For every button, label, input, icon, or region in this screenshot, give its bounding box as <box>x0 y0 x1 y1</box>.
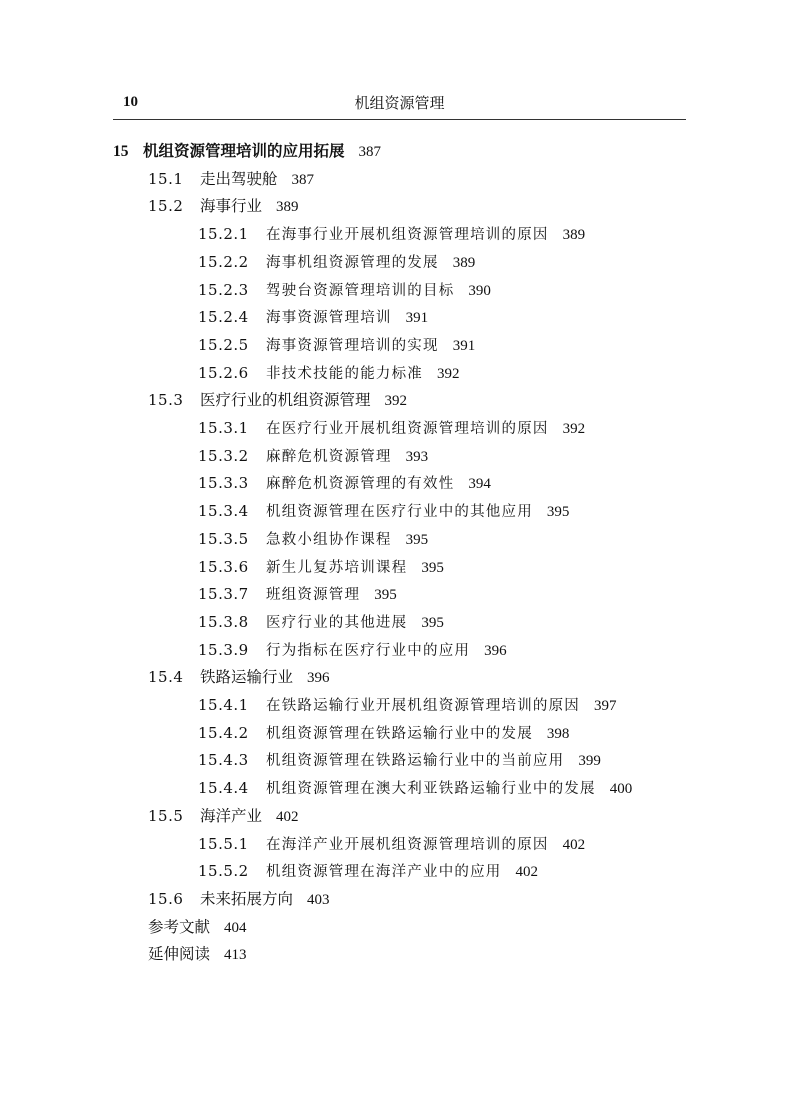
toc-entry <box>148 194 299 218</box>
toc-entry-title: 延伸阅读 <box>148 945 211 963</box>
toc-entry-number: 15.4.4 <box>198 779 249 797</box>
toc-entry-number: 15 <box>113 143 129 160</box>
toc-entry-page: 402 <box>276 809 299 825</box>
toc-entry-page: 392 <box>437 366 460 382</box>
toc-entry-number: 15.3.3 <box>198 474 249 492</box>
toc-entry-number: 15.6 <box>148 890 184 908</box>
toc-entry-number: 15.5 <box>148 807 184 825</box>
toc-entry <box>198 776 632 800</box>
toc-entry <box>148 167 314 191</box>
toc-entry-page: 398 <box>546 726 570 742</box>
toc-entry <box>198 832 585 856</box>
toc-entry-title: 非技术技能的能力标准 <box>266 366 423 382</box>
toc-entry-number: 15.3.6 <box>198 558 249 576</box>
toc-entry-number: 15.5.1 <box>198 835 249 853</box>
toc-entry-page: 400 <box>609 781 633 797</box>
toc-entry-title: 在医疗行业开展机组资源管理培训的原因 <box>266 421 549 437</box>
toc-entry-title: 机组资源管理在铁路运输行业中的发展 <box>266 726 533 742</box>
toc-entry-title: 驾驶台资源管理培训的目标 <box>266 283 455 299</box>
toc-entry-page: 394 <box>468 476 491 492</box>
toc-entry-title: 在海事行业开展机组资源管理培训的原因 <box>266 227 549 243</box>
toc-entry-title: 参考文献 <box>148 918 211 936</box>
toc-entry-number: 15.4.1 <box>198 696 249 714</box>
toc-entry <box>198 693 617 717</box>
toc-entry-page: 392 <box>562 421 586 437</box>
toc-entry-title: 海洋产业 <box>200 807 263 825</box>
toc-entry-title: 铁路运输行业 <box>200 668 294 686</box>
page-header <box>113 92 686 118</box>
toc-entry-title: 机组资源管理在海洋产业中的应用 <box>266 864 502 880</box>
toc-entry-page: 387 <box>358 144 382 160</box>
page-number: 10 <box>123 94 138 110</box>
toc-entry <box>198 471 491 495</box>
toc-entry-title: 机组资源管理在医疗行业中的其他应用 <box>266 504 533 520</box>
toc-entry-title: 海事资源管理培训 <box>266 310 392 326</box>
toc-entry <box>198 250 475 274</box>
toc-entry-page: 399 <box>578 753 601 769</box>
toc-entry <box>148 388 407 412</box>
toc-entry-page: 395 <box>421 560 444 576</box>
toc-entry <box>113 139 381 163</box>
toc-entry-number: 15.2.6 <box>198 364 249 382</box>
toc-entry-title: 海事资源管理培训的实现 <box>266 338 439 354</box>
toc-entry-page: 397 <box>594 698 617 714</box>
toc-entry-title: 行为指标在医疗行业中的应用 <box>266 643 471 659</box>
toc-entry-page: 395 <box>546 504 570 520</box>
toc-entry-number: 15.3.8 <box>198 613 249 631</box>
toc-entry-title: 海事行业 <box>200 197 263 215</box>
toc-entry-number: 15.2.5 <box>198 336 249 354</box>
toc-entry-page: 396 <box>307 670 330 686</box>
toc-entry-title: 医疗行业的机组资源管理 <box>200 391 371 409</box>
toc-entry-number: 15.2 <box>148 197 184 215</box>
toc-entry-page: 395 <box>405 532 429 548</box>
toc-entry <box>198 527 428 551</box>
toc-entry-title: 在铁路运输行业开展机组资源管理培训的原因 <box>266 698 580 714</box>
toc-entry <box>198 555 444 579</box>
toc-entry-number: 15.3.7 <box>198 585 249 603</box>
toc-entry <box>198 361 460 385</box>
toc-entry <box>198 610 444 634</box>
toc-entry <box>198 305 428 329</box>
toc-entry-number: 15.1 <box>148 170 184 188</box>
toc-entry <box>198 222 585 246</box>
toc-entry-title: 新生儿复苏培训课程 <box>266 560 408 576</box>
toc-entry-page: 389 <box>276 199 299 215</box>
toc-entry-number: 15.4 <box>148 668 184 686</box>
toc-entry-page: 390 <box>468 283 491 299</box>
toc-entry-title: 机组资源管理在澳大利亚铁路运输行业中的发展 <box>266 781 596 797</box>
toc-entry-title: 医疗行业的其他进展 <box>266 615 408 631</box>
toc-entry <box>148 942 247 966</box>
toc-entry-title: 机组资源管理培训的应用拓展 <box>143 141 345 160</box>
toc-entry-page: 389 <box>452 255 476 271</box>
toc-entry-page: 413 <box>224 947 247 963</box>
toc-entry <box>148 887 330 911</box>
toc-entry-page: 402 <box>562 837 586 853</box>
toc-entry-number: 15.2.2 <box>198 253 249 271</box>
toc-entry-title: 走出驾驶舱 <box>200 170 278 188</box>
toc-entry-page: 395 <box>421 615 444 631</box>
toc-entry <box>148 804 299 828</box>
toc-entry-number: 15.3 <box>148 391 184 409</box>
toc-entry-title: 麻醉危机资源管理的有效性 <box>266 476 455 492</box>
toc-entry-title: 海事机组资源管理的发展 <box>266 255 439 271</box>
toc-entry-page: 389 <box>562 227 586 243</box>
toc-entry <box>198 333 475 357</box>
toc-entry-page: 387 <box>291 172 315 188</box>
toc-entry-title: 机组资源管理在铁路运输行业中的当前应用 <box>266 753 565 769</box>
toc-entry-page: 392 <box>384 393 408 409</box>
toc-entry <box>148 665 330 689</box>
toc-entry-page: 403 <box>307 892 330 908</box>
toc-entry-page: 391 <box>405 310 429 326</box>
toc-entry <box>148 915 247 939</box>
toc-entry-number: 15.4.3 <box>198 751 249 769</box>
toc-entry-number: 15.3.1 <box>198 419 249 437</box>
toc-entry-title: 在海洋产业开展机组资源管理培训的原因 <box>266 837 549 853</box>
toc-entry <box>198 638 507 662</box>
toc-entry-number: 15.2.3 <box>198 281 249 299</box>
toc-entry-page: 391 <box>452 338 476 354</box>
toc-entry-title: 班组资源管理 <box>266 587 361 603</box>
running-title: 机组资源管理 <box>354 94 445 112</box>
toc-entry-number: 15.2.1 <box>198 225 249 243</box>
toc-entry-page: 395 <box>374 587 397 603</box>
toc-entry <box>198 444 428 468</box>
toc-entry-number: 15.2.4 <box>198 308 249 326</box>
toc-entry <box>198 721 569 745</box>
toc-entry-title: 麻醉危机资源管理 <box>266 449 392 465</box>
toc-entry-title: 未来拓展方向 <box>200 890 294 908</box>
toc-entry-title: 急救小组协作课程 <box>266 532 392 548</box>
toc-entry-number: 15.3.4 <box>198 502 249 520</box>
toc-entry <box>198 748 601 772</box>
toc-entry-number: 15.3.2 <box>198 447 249 465</box>
toc-entry-number: 15.4.2 <box>198 724 249 742</box>
header-rule <box>113 119 686 120</box>
toc-entry-number: 15.3.9 <box>198 641 249 659</box>
toc-entry-page: 404 <box>224 920 247 936</box>
toc-entry <box>198 582 397 606</box>
toc-entry <box>198 278 491 302</box>
toc-entry-page: 402 <box>515 864 538 880</box>
toc-entry-number: 15.5.2 <box>198 862 249 880</box>
toc-entry <box>198 859 538 883</box>
toc-entry-page: 393 <box>405 449 429 465</box>
toc-entry <box>198 499 569 523</box>
toc-entry-number: 15.3.5 <box>198 530 249 548</box>
toc-entry-page: 396 <box>484 643 507 659</box>
toc-entry <box>198 416 585 440</box>
